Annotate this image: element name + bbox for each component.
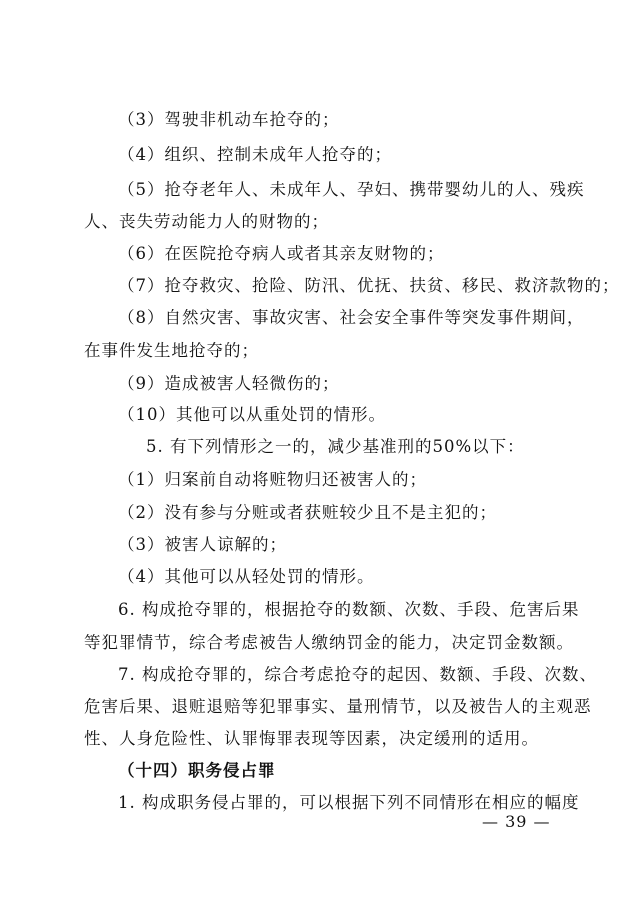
text-line: （10）其他可以从重处罚的情形。 [118,405,386,424]
text-line: 等犯罪情节，综合考虑被告人缴纳罚金的能力，决定罚金数额。 [84,633,574,652]
text-line: （1）归案前自动将赃物归还被害人的； [118,470,427,489]
text-line: 6. 构成抢夺罪的，根据抢夺的数额、次数、手段、危害后果 [118,600,580,619]
text-line: （3）被害人谅解的； [118,535,287,554]
text-line: 1. 构成职务侵占罪的，可以根据下列不同情形在相应的幅度 [118,793,580,812]
text-line: （5）抢夺老年人、未成年人、孕妇、携带婴幼儿的人、残疾 [118,180,585,199]
page-number: — 39 — [482,812,551,831]
text-line: （2）没有参与分赃或者获赃较少且不是主犯的； [118,503,497,522]
text-line: （3）驾驶非机动车抢夺的； [118,110,340,129]
text-line: （4）组织、控制未成年人抢夺的； [118,145,392,164]
text-line: 人、丧失劳动能力人的财物的； [84,212,329,231]
text-line: （4）其他可以从轻处罚的情形。 [118,567,375,586]
section-heading: （十四）职务侵占罪 [118,761,276,780]
text-line: （9）造成被害人轻微伤的； [118,374,340,393]
text-line: （7）抢夺救灾、抢险、防汛、优抚、扶贫、移民、救济款物的； [118,276,620,295]
text-line: 7. 构成抢夺罪的，综合考虑抢夺的起因、数额、手段、次数、 [118,665,597,684]
text-line: （8）自然灾害、事故灾害、社会安全事件等突发事件期间， [118,308,585,327]
text-line: 5. 有下列情形之一的，减少基准刑的50%以下： [146,437,525,456]
text-line: 性、人身危险性、认罪悔罪表现等因素，决定缓刑的适用。 [84,729,539,748]
text-line: （6）在医院抢夺病人或者其亲友财物的； [118,244,445,263]
text-line: 危害后果、退赃退赔等犯罪事实、量刑情节，以及被告人的主观恶 [84,697,592,716]
text-line: 在事件发生地抢夺的； [84,341,259,360]
